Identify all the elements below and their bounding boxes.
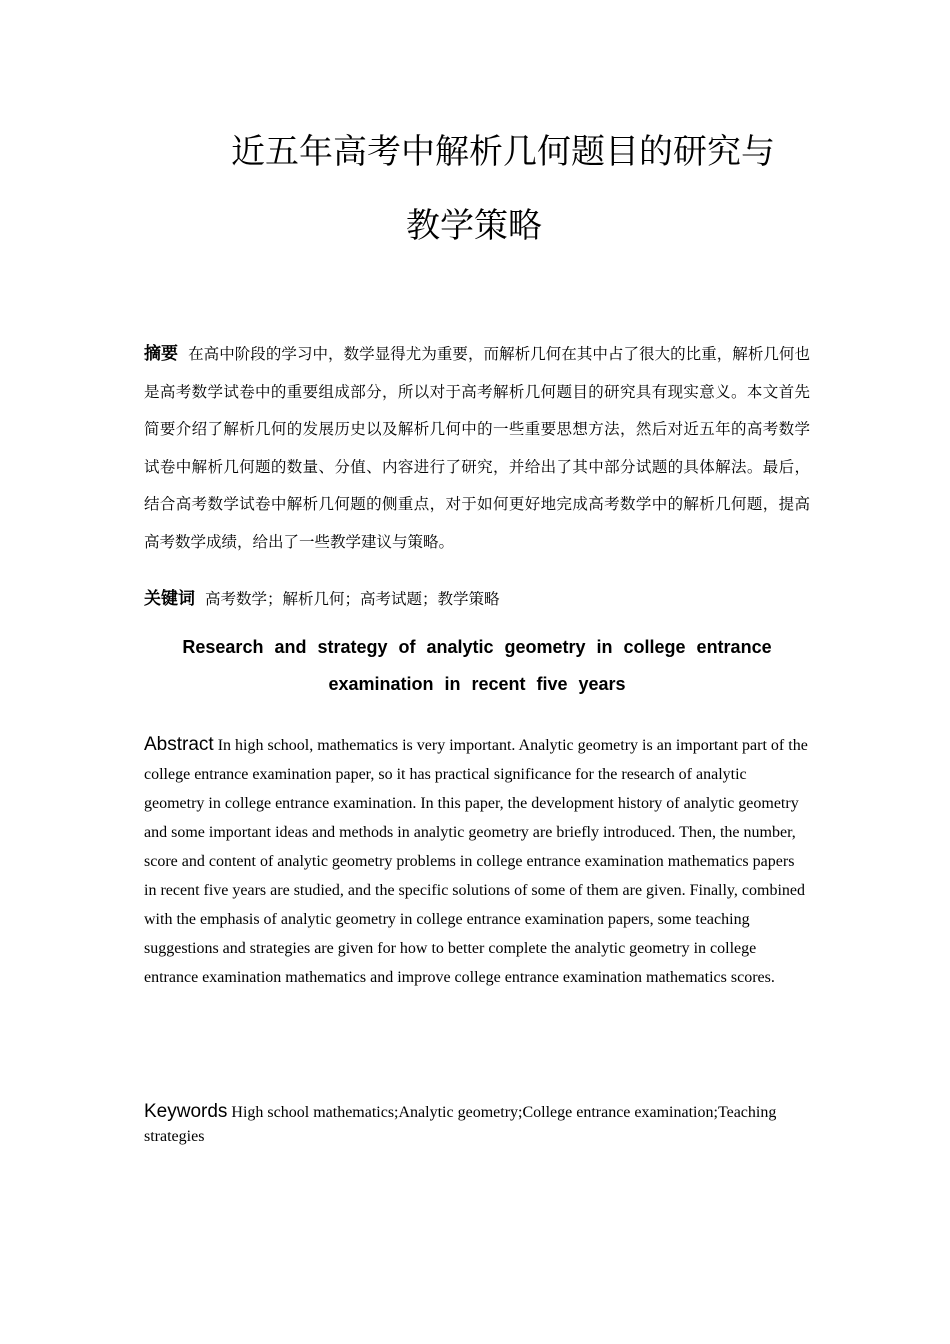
english-title-line-2: examination in recent five years bbox=[328, 674, 626, 694]
english-abstract-text: In high school, mathematics is very important. Analytic geometry is an important part of the college entrance examination paper, so it has practical significance for the research of analytic geometry in college entrance examination. In this paper, the development history of analytic geometry and some important ideas and methods in analytic geometry are briefly introduced. Then, the number, score and content of analytic geometry problems in college entrance examination mathematics papers in recent five years are studied, and the specific solutions of some of them are given. Finally, combined with the emphasis of analytic geometry in college entrance examination papers, some teaching suggestions and strategies are given for how to better complete the analytic geometry in college entrance examination mathematics and improve college entrance examination mathematics scores. bbox=[144, 737, 808, 986]
chinese-abstract-label: 摘要 bbox=[144, 344, 179, 364]
chinese-keywords bbox=[144, 584, 500, 614]
paper-title-line-2: 教学策略 bbox=[406, 206, 542, 246]
english-keywords bbox=[144, 1100, 810, 1149]
chinese-keywords-text: 高考数学；解析几何；高考试题；教学策略 bbox=[205, 590, 500, 608]
paper-title-line-1: 近五年高考中解析几何题目的研究与 bbox=[231, 132, 775, 172]
english-keywords-label: Keywords bbox=[144, 1101, 228, 1122]
english-title-line-1: Research and strategy of analytic geometry in college entrance bbox=[182, 637, 772, 657]
english-abstract-label: Abstract bbox=[144, 734, 214, 755]
chinese-abstract bbox=[144, 336, 810, 561]
english-abstract bbox=[144, 730, 810, 992]
chinese-abstract-text: 在高中阶段的学习中，数学显得尤为重要，而解析几何在其中占了很大的比重，解析几何也是高考数学试卷中的重要组成部分，所以对于高考解析几何题目的研究具有现实意义。本文首先简要介绍了解析几何的发展历史以及解析几何中的一些重要思想方法，然后对近五年的高考数学试卷中解析几何题的数量、分值、内容进行了研究，并给出了其中部分试题的具体解法。最后，结合高考数学试卷中解析几何题的侧重点，对于如何更好地完成高考数学中的解析几何题，提高高考数学成绩，给出了一些教学建议与策略。 bbox=[144, 345, 810, 551]
english-keywords-text: High school mathematics;Analytic geometry;College entrance examination;Teaching strategies bbox=[144, 1104, 777, 1145]
chinese-keywords-label: 关键词 bbox=[144, 589, 195, 609]
